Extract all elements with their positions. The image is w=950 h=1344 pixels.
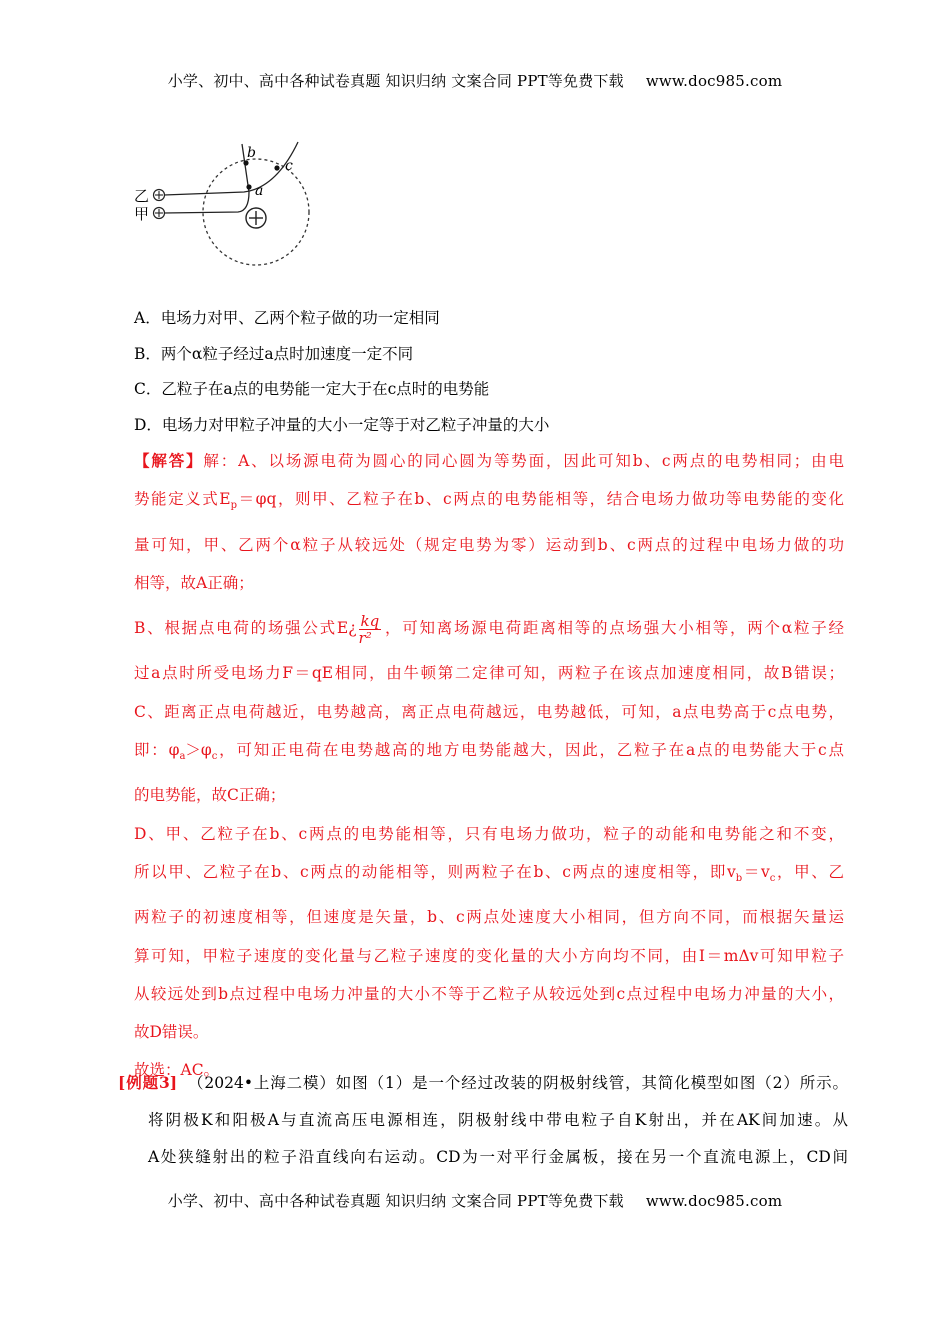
answer-line: 【解答】解：A、以场源电荷为圆心的同心圆为等势面，因此可知b、c两点的电势相同；由电 <box>134 451 844 470</box>
header-site: www.doc985.com <box>645 72 783 90</box>
trajectory-jia <box>164 144 249 213</box>
label-yi: 乙 <box>134 187 150 205</box>
example-label: [例题3] <box>118 1073 178 1092</box>
label-b: b <box>247 145 256 161</box>
label-a: a <box>255 183 264 199</box>
answer-line: 过a点时所受电场力F＝qE相同，由牛顿第二定律可知，两粒子在该点加速度相同，故B错误； <box>134 664 844 683</box>
example-line: A处狭缝射出的粒子沿直线向右运动。CD为一对平行金属板，接在另一个直流电源上，CD间 <box>148 1148 848 1166</box>
answer-line: 两粒子的初速度相等，但速度是矢量，b、c两点处速度大小相同，但方向不同，而根据矢量运 <box>134 908 844 927</box>
header-text: 小学、初中、高中各种试卷真题 知识归纳 文案合同 PPT等免费下载 <box>167 72 624 90</box>
answer-line: 所以甲、乙粒子在b、c两点的动能相等，则两粒子在b、c两点的速度相等，即$v_b=v_c$，甲、乙 <box>134 862 844 884</box>
answer-line: D、甲、乙粒子在b、c两点的电势能相等，只有电场力做功，粒子的动能和电势能之和不变， <box>134 824 844 843</box>
answer-line: 相等，故A正确； <box>134 573 254 592</box>
answer-line: 的电势能，故C正确； <box>134 786 286 805</box>
answer-line: 故D错误。 <box>134 1023 209 1042</box>
answer-line: 势能定义式$E_p=\varphi q$，则甲、乙粒子在b、c两点的电势能相等，结合电场力做功等电势能的变化 <box>134 490 844 512</box>
option-b: B．两个α粒子经过a点时加速度一定不同 <box>134 345 414 363</box>
option-c: C．乙粒子在a点的电势能一定大于在c点时的电势能 <box>134 380 490 398</box>
page-header <box>0 70 950 91</box>
option-d: D．电场力对甲粒子冲量的大小一定等于对乙粒子冲量的大小 <box>134 416 550 434</box>
answer-line: 量可知，甲、乙两个α粒子从较远处（规定电势为零）运动到b、c两点的过程中电场力做的功 <box>134 535 844 554</box>
answer-block <box>134 442 844 1090</box>
page-footer <box>0 1190 950 1211</box>
answer-line: 即：$\varphi_a>\varphi_c$，可知正电荷在电势越高的地方电势能越大，因此，乙粒子在a点的电势能大于c点 <box>134 740 844 762</box>
answer-line: 从较远处到b点过程中电场力冲量的大小不等于乙粒子从较远处到c点过程中电场力冲量的大小， <box>134 984 844 1003</box>
label-jia: 甲 <box>134 205 150 223</box>
answer-line: B、根据点电荷的场强公式E¿ $\frac{kq}{\text{r²}}$ ，可知离场源电荷距离相等的点场强大小相等，两个α粒子经 <box>134 611 844 647</box>
example-line: [例题3] （2024•上海二模）如图（1）是一个经过改装的阴极射线管，其简化模型如图（2）所示。 <box>118 1073 848 1092</box>
answer-tag: 【解答】 <box>134 451 204 470</box>
answer-line: 算可知，甲粒子速度的变化量与乙粒子速度的变化量的大小方向均不同，由I＝mΔv可知甲粒子 <box>134 946 844 965</box>
footer-site: www.doc985.com <box>645 1192 783 1210</box>
option-a: A．电场力对甲、乙两个粒子做的功一定相同 <box>134 309 440 327</box>
example-line: 将阴极K和阳极A与直流高压电源相连，阴极射线中带电粒子自K射出，并在AK间加速。从 <box>148 1111 848 1129</box>
answer-line: C、距离正点电荷越近，电势越高，离正点电荷越远，电势越低，可知，a点电势高于c点电势， <box>134 702 844 721</box>
label-c: c <box>285 158 293 174</box>
point-c-dot <box>274 165 279 170</box>
answer-choice: 故选：AC。 <box>134 1061 220 1080</box>
example-block <box>118 1064 848 1176</box>
point-b-dot <box>243 160 248 165</box>
field-formula: $\frac{kq}{\text{r²}}$ <box>358 611 380 647</box>
point-a-dot <box>246 184 251 189</box>
field-figure <box>128 140 318 280</box>
footer-text: 小学、初中、高中各种试卷真题 知识归纳 文案合同 PPT等免费下载 <box>167 1192 624 1210</box>
